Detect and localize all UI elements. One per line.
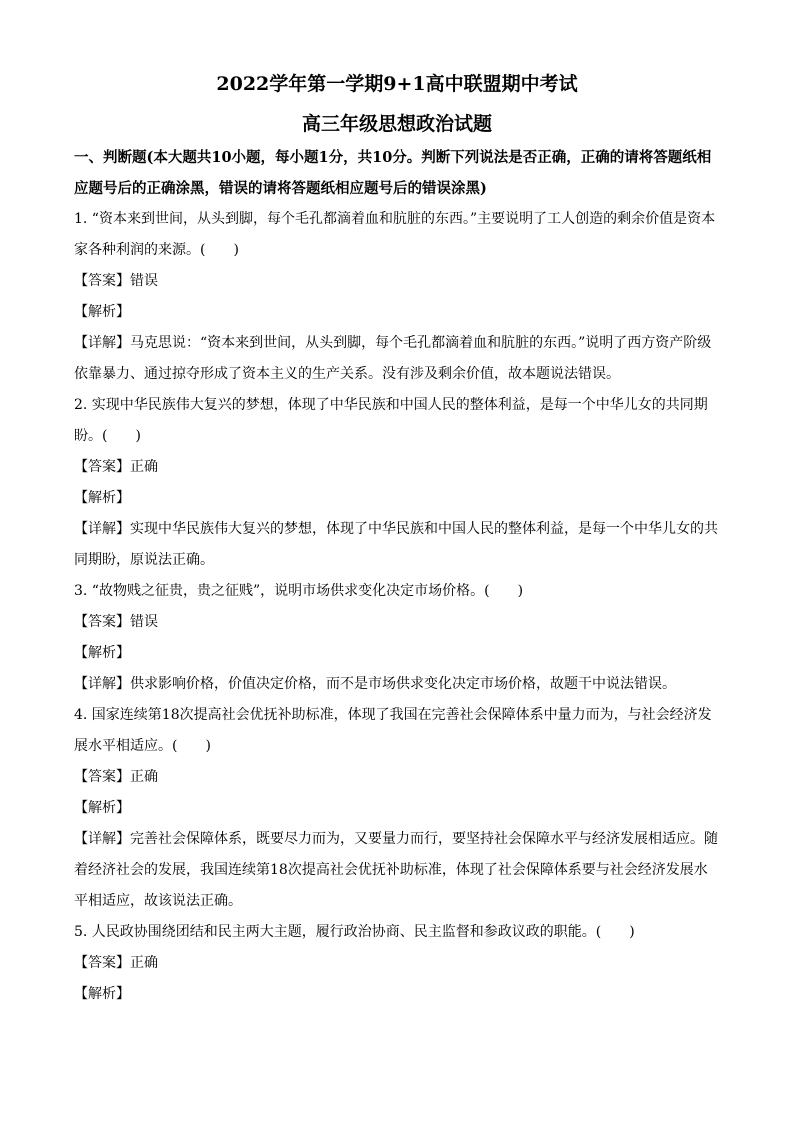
- detail-text: 【详解】实现中华民族伟大复兴的梦想，体现了中华民族和中国人民的整体利益，是每一个中华儿女的共同期盼，原说法正确。: [74, 521, 718, 568]
- question-item: [74, 390, 720, 576]
- question-list: [74, 204, 720, 1010]
- question-item: [74, 917, 720, 1010]
- question-stem: 2. 实现中华民族伟大复兴的梦想，体现了中华民族和中国人民的整体利益，是每一个中华儿女的共同期盼。( ): [74, 397, 708, 444]
- document-title: 2022学年第一学期9+1高中联盟期中考试: [216, 73, 578, 95]
- answer-line: 【答案】错误: [74, 614, 158, 630]
- analysis-label: 【解析】: [74, 490, 130, 506]
- answer-line: 【答案】错误: [74, 273, 158, 289]
- section-heading: 一、判断题(本大题共10小题，每小题1分，共10分。判断下列说法是否正确，正确的请将答题纸相应题号后的正确涂黑，错误的请将答题纸相应题号后的错误涂黑): [74, 149, 712, 197]
- question-item: [74, 700, 720, 917]
- document-subtitle: 高三年级思想政治试题: [301, 113, 492, 135]
- detail-text: 【详解】马克思说：“资本来到世间，从头到脚，每个毛孔都滴着血和肮脏的东西。”说明了西方资产阶级依靠暴力、通过掠夺形成了资本主义的生产关系。没有涉及剩余价值，故本题说法错误。: [74, 335, 712, 382]
- detail-text: 【详解】完善社会保障体系，既要尽力而为，又要量力而行，要坚持社会保障水平与经济发展相适应。随着经济社会的发展，我国连续第18次提高社会优抚补助标准，体现了社会保障体系要与社会经济发展水平相适应，故该说法正确。: [74, 831, 718, 909]
- question-item: [74, 576, 720, 700]
- question-stem: 1. “资本来到世间，从头到脚，每个毛孔都滴着血和肮脏的东西。”主要说明了工人创造的剩余价值是资本家各种利润的来源。( ): [74, 211, 716, 258]
- detail-text: 【详解】供求影响价格，价值决定价格，而不是市场供求变化决定市场价格，故题干中说法错误。: [74, 676, 676, 692]
- analysis-label: 【解析】: [74, 304, 130, 320]
- question-stem: 4. 国家连续第18次提高社会优抚补助标准，体现了我国在完善社会保障体系中量力而为，与社会经济发展水平相适应。( ): [74, 707, 712, 754]
- answer-line: 【答案】正确: [74, 769, 158, 785]
- answer-line: 【答案】正确: [74, 955, 158, 971]
- question-item: [74, 204, 720, 390]
- answer-line: 【答案】正确: [74, 459, 158, 475]
- analysis-label: 【解析】: [74, 986, 130, 1002]
- question-stem: 5. 人民政协围绕团结和民主两大主题，履行政治协商、民主监督和参政议政的职能。( ): [74, 924, 635, 940]
- question-stem: 3. “故物贱之征贵，贵之征贱”，说明市场供求变化决定市场价格。( ): [74, 583, 524, 599]
- analysis-label: 【解析】: [74, 645, 130, 661]
- analysis-label: 【解析】: [74, 800, 130, 816]
